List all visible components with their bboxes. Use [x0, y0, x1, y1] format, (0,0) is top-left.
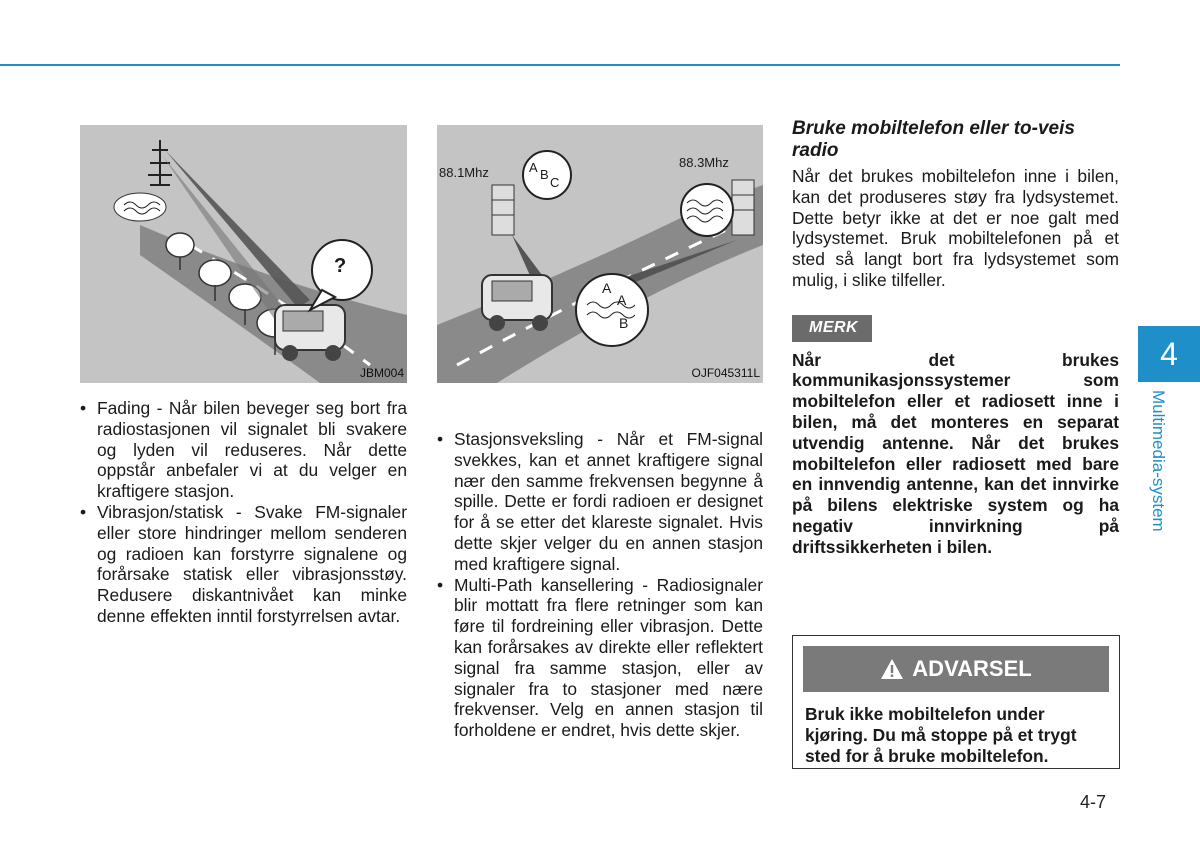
bullet-fading: • Fading - Når bilen beveger seg bort fra radiostasjonen vil signalet bli svakere og lyden vil reduseres. Når dette oppstår anbefaler vi at du velger en kraftigere stasjon.: [80, 398, 407, 502]
note-badge: MERK: [792, 315, 872, 342]
column-1: [80, 398, 407, 627]
bubble-letter: A: [617, 292, 627, 308]
figure-code: JBM004: [359, 366, 404, 380]
bullet-multipath: • Multi-Path kansellering - Radiosignaler blir mottatt fra flere retninger som kan føre til fordreining eller vibrasjon. Dette kan forårsakes av direkte eller reflektert signal fra samme stasjon, eller av signaler fra to stasjoner med nære frekvenser. Velg en annen stasjon til forholdene er endret, hvis dette skjer.: [437, 575, 763, 741]
warning-text: Bruk ikke mobiltelefon under kjøring. Du må stoppe på et trygt sted for å bruke mobiltelefon.: [805, 704, 1077, 766]
bubble-letter: B: [540, 167, 549, 182]
chapter-tab: 4: [1138, 326, 1200, 382]
multipath-illustration: [437, 125, 763, 383]
bullet-list: [80, 398, 407, 627]
warning-box: [792, 635, 1120, 769]
question-bubble-text: ?: [334, 255, 347, 277]
chapter-label: Multimedia-system: [1149, 390, 1168, 532]
warning-header: [803, 646, 1109, 692]
bullet-stasjonsveksling: • Stasjonsveksling - Når et FM-signal svekkes, kan et annet kraftigere signal nær den samme frekvensen begynne å spille. Dette er fordi radioen er designet for å se etter det klareste signalet. Hvis dette skjer velger du en annen stasjon med kraftigere signal.: [437, 429, 763, 575]
section-title: Bruke mobiltelefon eller to-veis radio: [792, 118, 1075, 161]
chapter-side-label: [1146, 390, 1186, 560]
fading-scene-icon: [80, 125, 407, 383]
column-3: [792, 118, 1119, 558]
freq-right-label: 88.3Mhz: [679, 155, 729, 170]
bubble-letter: A: [602, 280, 612, 296]
freq-left-label: 88.1Mhz: [439, 165, 489, 180]
top-rule: [0, 64, 1120, 66]
bubble-letter: A: [529, 160, 538, 175]
section-body: Når det brukes mobiltelefon inne i bilen, kan det produseres støy fra lydsystemet. Dette betyr ikke at det er noe galt med lydsystemet. Bruk mobiltelefonen på et sted så langt bort fra lydsystemet som mulig, i slike tilfeller.: [792, 166, 1119, 290]
bullet-vibrasjon: • Vibrasjon/statisk - Svake FM-signaler eller store hindringer mellom senderen og radioen kan forstyrre signalene og forårsake statisk eller vibrasjonsstøy. Redusere diskantnivået kan minke denne effekten inntil forstyrrelsen avtar.: [80, 502, 407, 627]
note-text: Når det brukes kommunikasjonssystemer som mobiltelefon eller et radiosett inne i bilen, må det monteres en separat utvendig antenne. Når det brukes mobiltelefon eller radiosett med bare en innvendig antenne, kan det innvirke på bilens elektriske system og ha negativ innvirkning på driftssikkerheten i bilen.: [792, 349, 1119, 557]
warning-title: ADVARSEL: [912, 656, 1032, 681]
figure-code: OJF045311L: [691, 366, 760, 380]
bullet-list: [437, 429, 763, 741]
warning-triangle-icon: [880, 658, 904, 680]
bubble-letter: B: [619, 315, 629, 331]
bubble-letter: C: [550, 175, 560, 190]
fading-illustration: [80, 125, 407, 383]
page-number: 4-7: [1080, 792, 1107, 812]
column-2: [437, 429, 763, 741]
